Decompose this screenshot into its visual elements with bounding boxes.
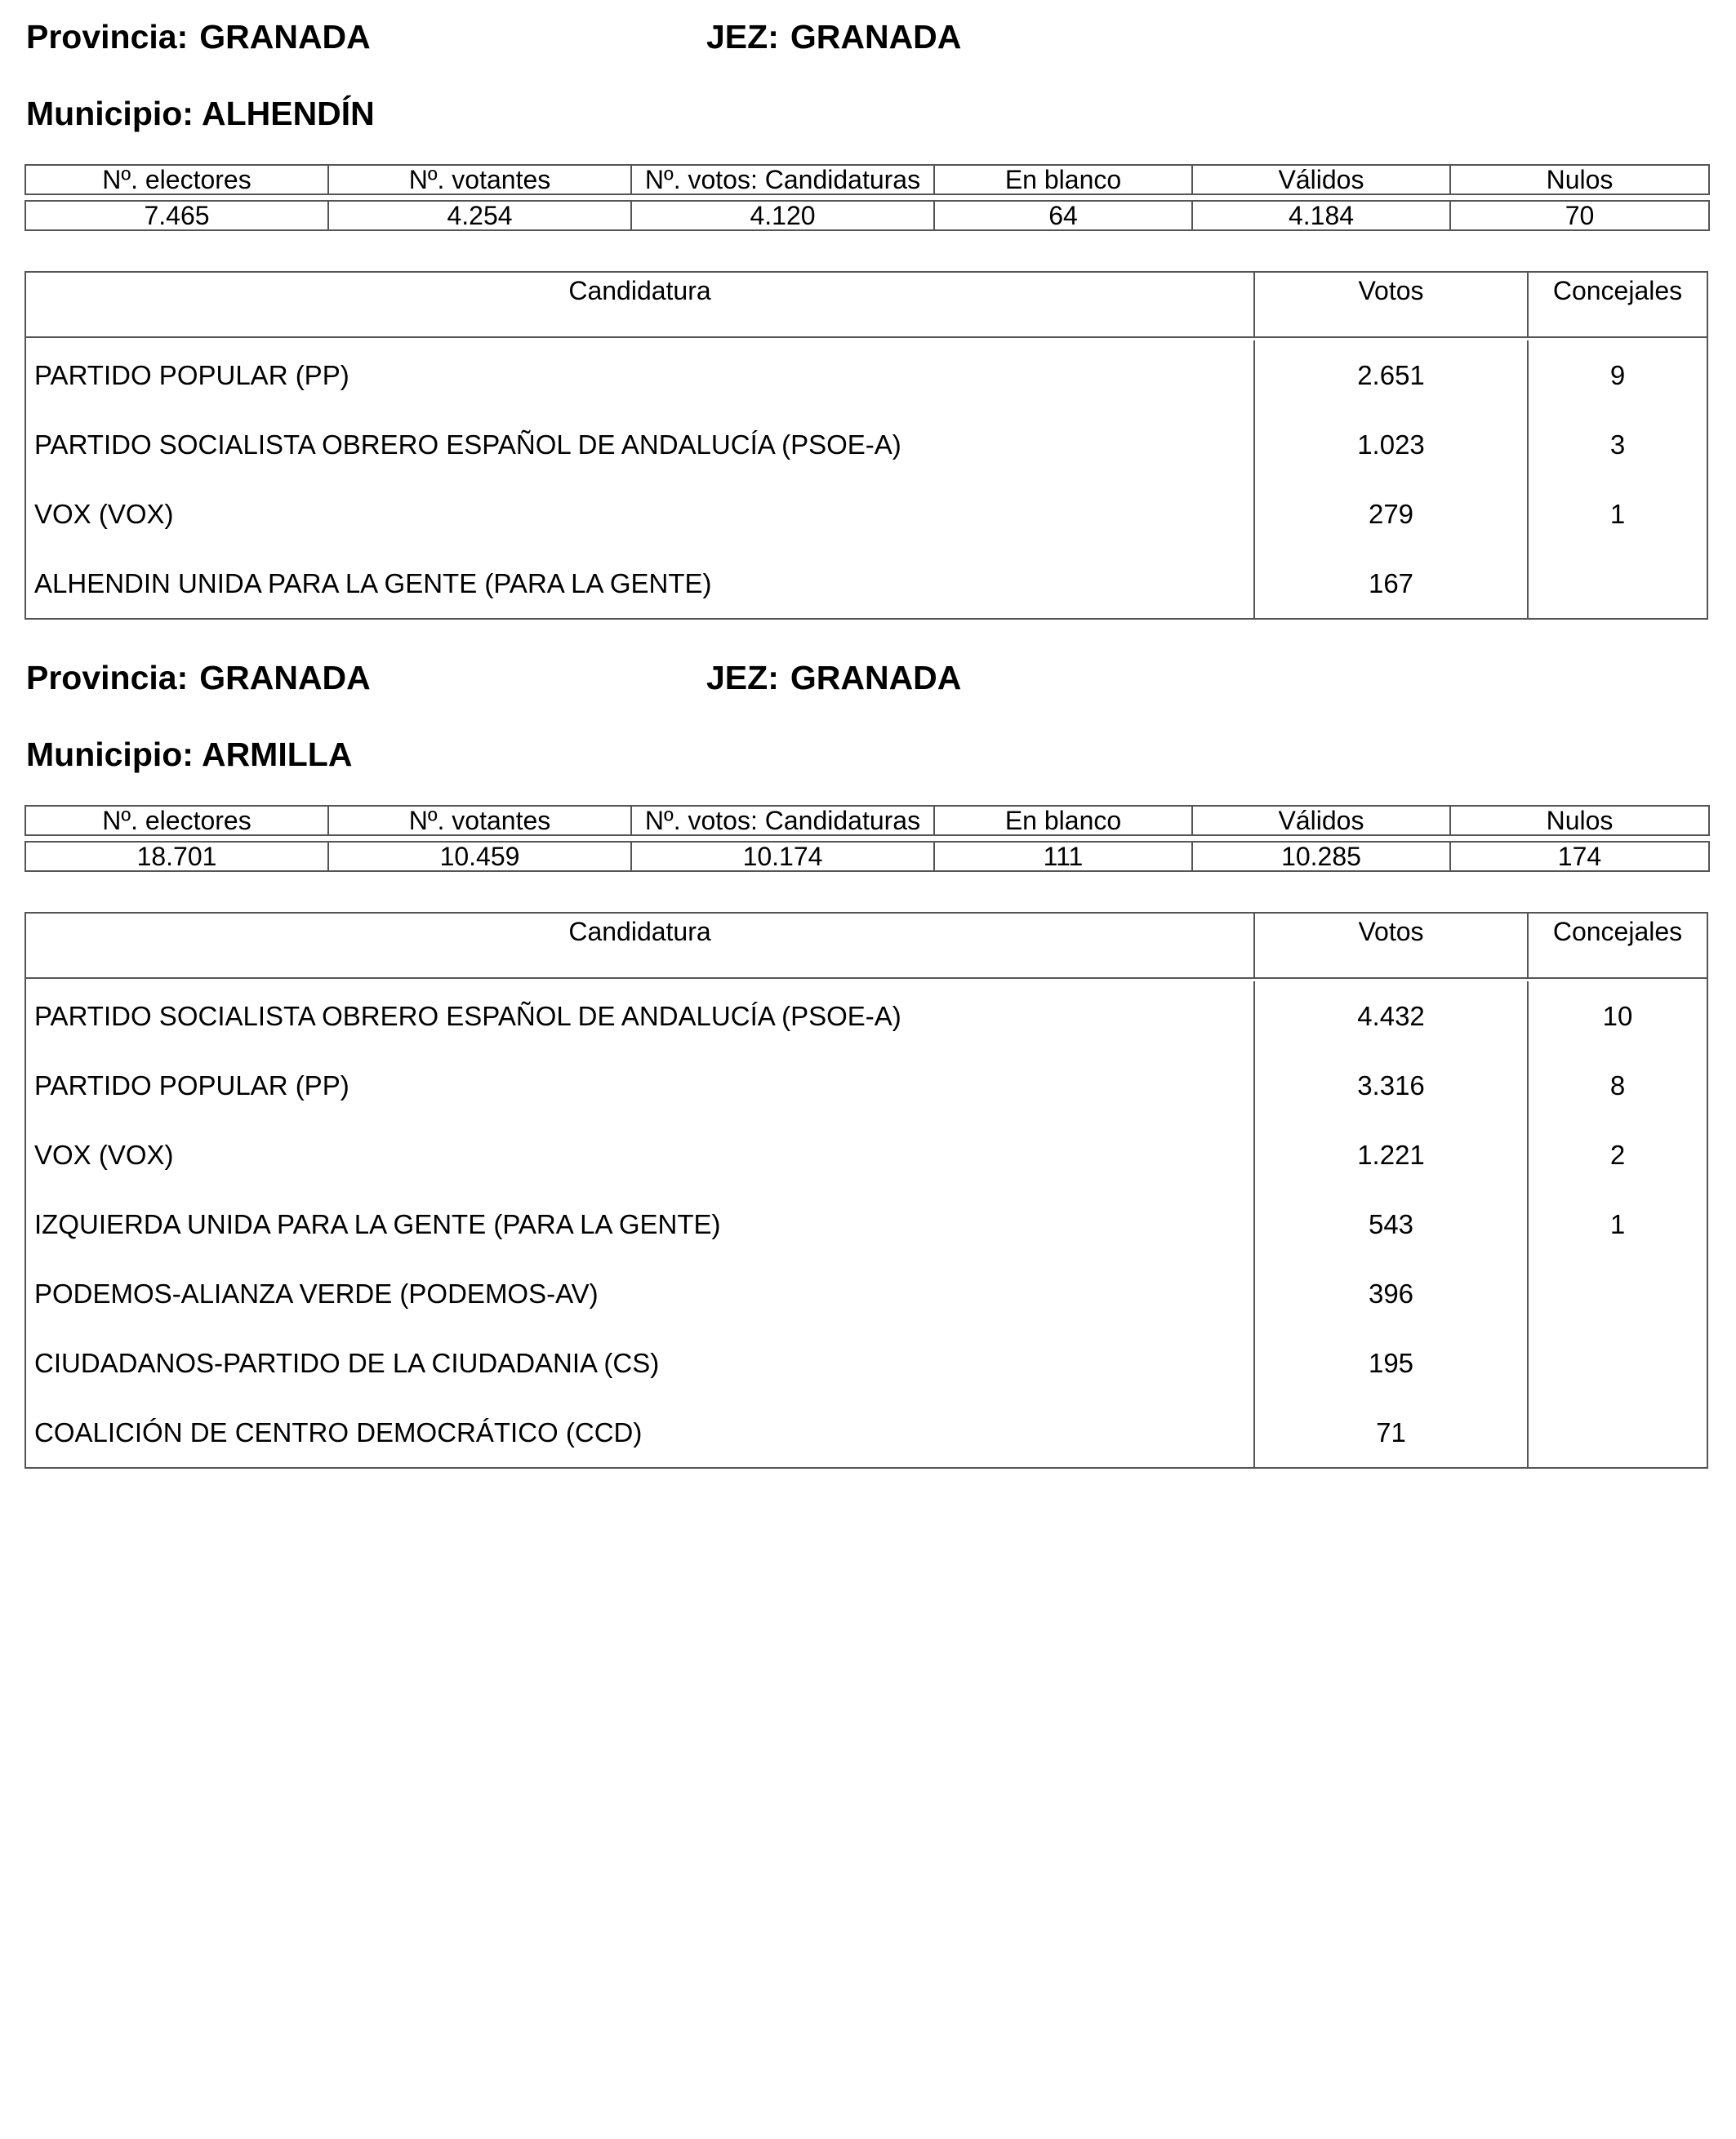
results-header-concejales: Concejales bbox=[1552, 276, 1683, 305]
results-row bbox=[26, 549, 1707, 618]
candidatura-votos: 4.432 bbox=[1255, 981, 1529, 1051]
results-row bbox=[26, 479, 1707, 549]
summary-gap bbox=[25, 835, 1709, 842]
candidatura-concejales bbox=[1529, 1259, 1707, 1328]
municipio-value: ARMILLA bbox=[201, 736, 353, 773]
municipio-heading bbox=[26, 94, 375, 133]
summary-validos: 4.184 bbox=[1192, 201, 1450, 230]
summary-header-electores: Nº. electores bbox=[25, 165, 328, 194]
candidatura-name: ALHENDIN UNIDA PARA LA GENTE (PARA LA GENTE) bbox=[26, 549, 1255, 618]
results-row bbox=[26, 1398, 1707, 1467]
summary-header-row bbox=[25, 165, 1709, 194]
candidatura-concejales: 10 bbox=[1602, 1000, 1633, 1031]
summary-validos: 10.285 bbox=[1192, 842, 1450, 871]
results-header-row bbox=[26, 914, 1707, 979]
candidatura-votos: 1.221 bbox=[1255, 1120, 1529, 1190]
candidatura-votos: 279 bbox=[1255, 479, 1529, 549]
candidatura-name: VOX (VOX) bbox=[26, 479, 1255, 549]
summary-votos-candidaturas: 10.174 bbox=[631, 842, 934, 871]
summary-votantes: 10.459 bbox=[328, 842, 631, 871]
summary-table bbox=[24, 164, 1710, 231]
summary-header-votantes: Nº. votantes bbox=[328, 806, 631, 835]
results-header-row bbox=[26, 273, 1707, 338]
results-header-candidatura: Candidatura bbox=[26, 914, 1255, 977]
summary-header-en-blanco: En blanco bbox=[934, 806, 1192, 835]
provincia-value: GRANADA bbox=[199, 18, 371, 56]
jez-label: JEZ: bbox=[706, 659, 779, 696]
provincia-heading bbox=[26, 658, 371, 697]
jez-label: JEZ: bbox=[706, 18, 779, 56]
summary-header-nulos: Nulos bbox=[1450, 806, 1709, 835]
candidatura-concejales: 3 bbox=[1609, 429, 1626, 460]
candidatura-concejales: 1 bbox=[1609, 1208, 1626, 1239]
results-table bbox=[24, 271, 1708, 620]
provincia-value: GRANADA bbox=[199, 659, 371, 696]
candidatura-concejales: 2 bbox=[1609, 1139, 1626, 1170]
candidatura-votos: 543 bbox=[1255, 1190, 1529, 1259]
candidatura-concejales: 9 bbox=[1609, 359, 1626, 390]
candidatura-votos: 167 bbox=[1255, 549, 1529, 618]
summary-votos-candidaturas: 4.120 bbox=[631, 201, 934, 230]
candidatura-name: PARTIDO SOCIALISTA OBRERO ESPAÑOL DE ANDALUCÍA (PSOE-A) bbox=[26, 981, 1255, 1051]
results-row bbox=[26, 340, 1707, 410]
provincia-label: Provincia: bbox=[26, 18, 189, 56]
summary-value-row bbox=[25, 201, 1709, 230]
results-row bbox=[26, 1328, 1707, 1398]
summary-votantes: 4.254 bbox=[328, 201, 631, 230]
results-header-votos: Votos bbox=[1255, 914, 1529, 977]
results-header-concejales: Concejales bbox=[1552, 917, 1683, 946]
jez-heading bbox=[706, 658, 961, 697]
summary-electores: 7.465 bbox=[25, 201, 328, 230]
results-row bbox=[26, 1120, 1707, 1190]
jez-value: GRANADA bbox=[790, 18, 962, 56]
summary-value-row bbox=[25, 842, 1709, 871]
candidatura-concejales bbox=[1529, 1398, 1707, 1467]
candidatura-name: COALICIÓN DE CENTRO DEMOCRÁTICO (CCD) bbox=[26, 1398, 1255, 1467]
candidatura-name: PODEMOS-ALIANZA VERDE (PODEMOS-AV) bbox=[26, 1259, 1255, 1328]
summary-header-en-blanco: En blanco bbox=[934, 165, 1192, 194]
results-row bbox=[26, 410, 1707, 479]
results-row bbox=[26, 1051, 1707, 1120]
candidatura-concejales: 8 bbox=[1609, 1070, 1626, 1101]
results-row bbox=[26, 1259, 1707, 1328]
municipio-heading bbox=[26, 735, 352, 774]
candidatura-concejales: 1 bbox=[1609, 498, 1626, 529]
summary-gap bbox=[25, 194, 1709, 201]
candidatura-name: IZQUIERDA UNIDA PARA LA GENTE (PARA LA GENTE) bbox=[26, 1190, 1255, 1259]
jez-heading bbox=[706, 17, 961, 56]
candidatura-votos: 195 bbox=[1255, 1328, 1529, 1398]
candidatura-votos: 396 bbox=[1255, 1259, 1529, 1328]
summary-header-votos-candidaturas: Nº. votos: Candidaturas bbox=[631, 806, 934, 835]
results-table bbox=[24, 912, 1708, 1469]
provincia-label: Provincia: bbox=[26, 659, 189, 696]
candidatura-votos: 2.651 bbox=[1255, 340, 1529, 410]
municipio-value: ALHENDÍN bbox=[201, 95, 375, 132]
summary-header-validos: Válidos bbox=[1192, 165, 1450, 194]
municipio-label: Municipio: bbox=[26, 736, 194, 773]
summary-header-votos-candidaturas: Nº. votos: Candidaturas bbox=[631, 165, 934, 194]
summary-header-electores: Nº. electores bbox=[25, 806, 328, 835]
results-header-votos: Votos bbox=[1255, 273, 1529, 336]
municipio-label: Municipio: bbox=[26, 95, 194, 132]
candidatura-votos: 71 bbox=[1255, 1398, 1529, 1467]
summary-header-row bbox=[25, 806, 1709, 835]
summary-header-votantes: Nº. votantes bbox=[328, 165, 631, 194]
summary-header-validos: Válidos bbox=[1192, 806, 1450, 835]
results-row bbox=[26, 1190, 1707, 1259]
candidatura-name: PARTIDO POPULAR (PP) bbox=[26, 1051, 1255, 1120]
summary-table bbox=[24, 805, 1710, 872]
summary-nulos: 70 bbox=[1450, 201, 1709, 230]
candidatura-concejales bbox=[1529, 1328, 1707, 1398]
candidatura-name: PARTIDO POPULAR (PP) bbox=[26, 340, 1255, 410]
summary-header-nulos: Nulos bbox=[1450, 165, 1709, 194]
candidatura-votos: 1.023 bbox=[1255, 410, 1529, 479]
results-header-candidatura: Candidatura bbox=[26, 273, 1255, 336]
summary-en-blanco: 111 bbox=[934, 842, 1192, 871]
summary-nulos: 174 bbox=[1450, 842, 1709, 871]
candidatura-name: VOX (VOX) bbox=[26, 1120, 1255, 1190]
summary-en-blanco: 64 bbox=[934, 201, 1192, 230]
candidatura-votos: 3.316 bbox=[1255, 1051, 1529, 1120]
candidatura-name: PARTIDO SOCIALISTA OBRERO ESPAÑOL DE ANDALUCÍA (PSOE-A) bbox=[26, 410, 1255, 479]
candidatura-name: CIUDADANOS-PARTIDO DE LA CIUDADANIA (CS) bbox=[26, 1328, 1255, 1398]
jez-value: GRANADA bbox=[790, 659, 962, 696]
candidatura-concejales bbox=[1529, 549, 1707, 618]
provincia-heading bbox=[26, 17, 371, 56]
summary-electores: 18.701 bbox=[25, 842, 328, 871]
results-row bbox=[26, 981, 1707, 1051]
